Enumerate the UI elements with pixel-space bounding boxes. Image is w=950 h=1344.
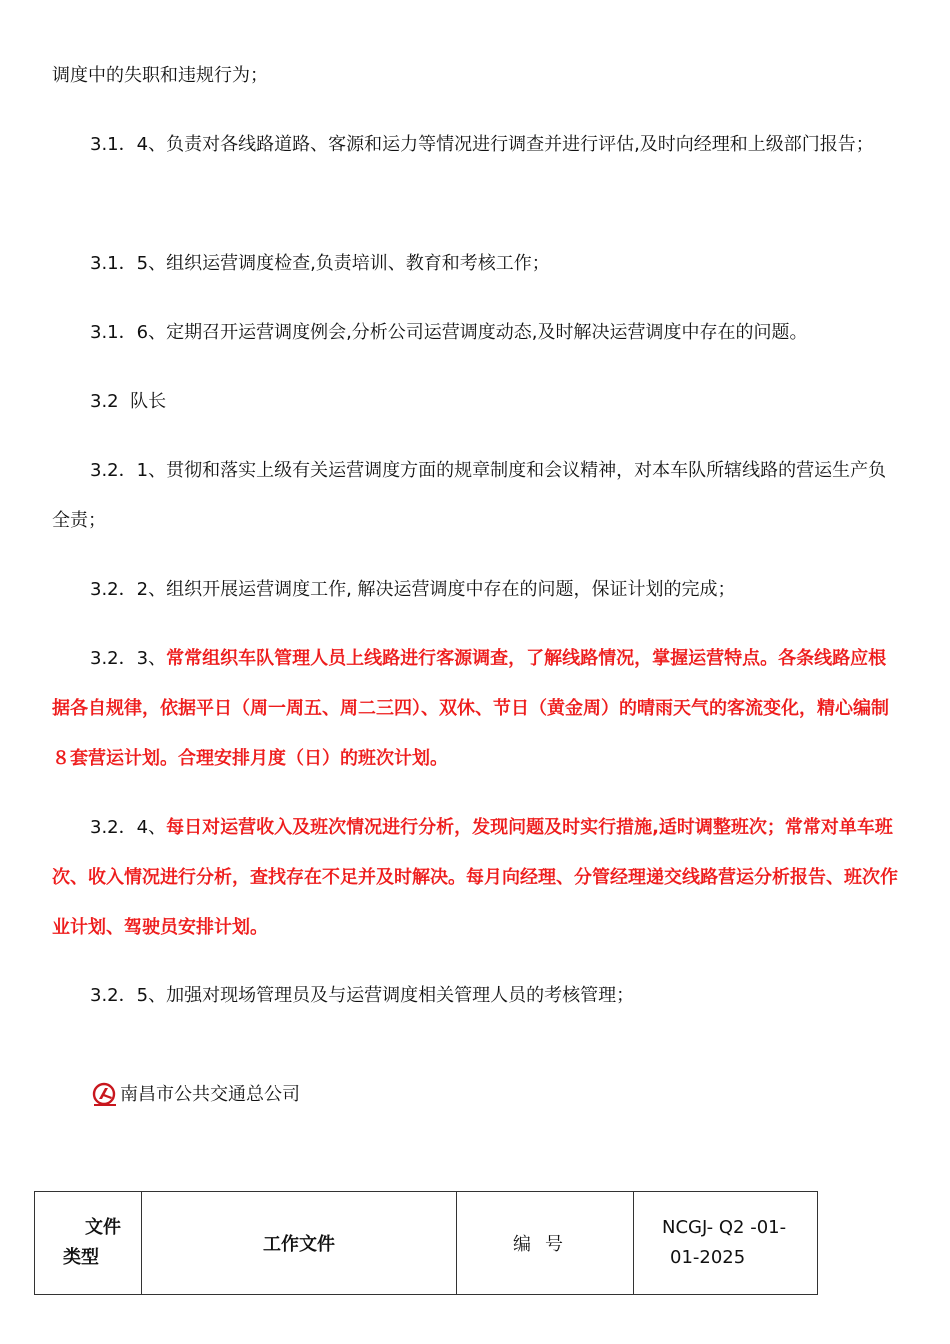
clause-number: 3.1．6、 [90,322,167,343]
paragraph-text: 调度中的失职和违规行为； [52,65,268,86]
paragraph-3-2-3-highlighted [52,634,902,784]
paragraph-3-2-1 [52,446,902,546]
paragraph-3-1-6 [52,308,902,358]
clause-number: 3.2．2、 [90,579,167,600]
paragraph-3-1-5 [52,239,902,289]
clause-number: 3.2．1、 [90,460,167,481]
paragraph-text: 组织开展运营调度工作, 解决运营调度中存在的问题，保证计划的完成； [166,579,736,600]
clause-number: 3.2．3、 [90,648,167,669]
footer-company [92,1082,300,1108]
paragraph-text: 组织运营调度检查,负责培训、教育和考核工作； [166,253,550,274]
clause-number: 3.1．5、 [90,253,167,274]
paragraph-text: 负责对各线路道路、客源和运力等情况进行调查并进行评估,及时向经理和上级部门报告； [166,134,874,155]
file-type-label: 文件 类型 [35,1192,142,1295]
table-row [35,1192,818,1295]
paragraph-3-2-4-highlighted [52,803,902,953]
paragraph-3-2-2 [52,565,902,615]
paragraph-continuation [52,51,902,101]
section-title: 队长 [130,391,167,412]
paragraph-text: 加强对现场管理员及与运营调度相关管理人员的考核管理； [166,985,635,1006]
paragraph-3-1-4 [52,120,902,170]
company-name: 南昌市公共交通总公司 [120,1084,300,1105]
document-number-label: 编号 [457,1192,634,1295]
paragraph-3-2-5 [52,971,902,1021]
paragraph-text: 定期召开运营调度例会,分析公司运营调度动态,及时解决运营调度中存在的问题。 [166,322,808,343]
highlighted-text: 常常组织车队管理人员上线路进行客源调查，了解线路情况，掌握运营特点。各条线路应根据各自规律，依据平日（周一周五、周二三四）、双休、节日（黄金周）的晴雨天气的客流变化，精心编制８套营运计划。合理安排月度（日）的班次计划。 [52,648,889,769]
highlighted-text: 每日对运营收入及班次情况进行分析，发现问题及时实行措施,适时调整班次；常常对单车班次、收入情况进行分析，查找存在不足并及时解决。每月向经理、分管经理递交线路营运分析报告、班次作业计划、驾驶员安排计划。 [52,817,898,938]
clause-number: 3.1．4、 [90,134,167,155]
section-heading-3-2 [52,377,902,427]
document-info-table [34,1191,818,1295]
paragraph-text: 贯彻和落实上级有关运营调度方面的规章制度和会议精神，对本车队所辖线路的营运生产负全责； [52,460,887,531]
company-logo-icon [92,1082,118,1108]
clause-number: 3.2．4、 [90,817,167,838]
file-type-value: 工作文件 [142,1192,457,1295]
clause-number: 3.2．5、 [90,985,167,1006]
document-number-value: NCGJ- Q2 -01- 01-2025 [634,1192,818,1295]
clause-number: 3.2 [90,391,131,412]
